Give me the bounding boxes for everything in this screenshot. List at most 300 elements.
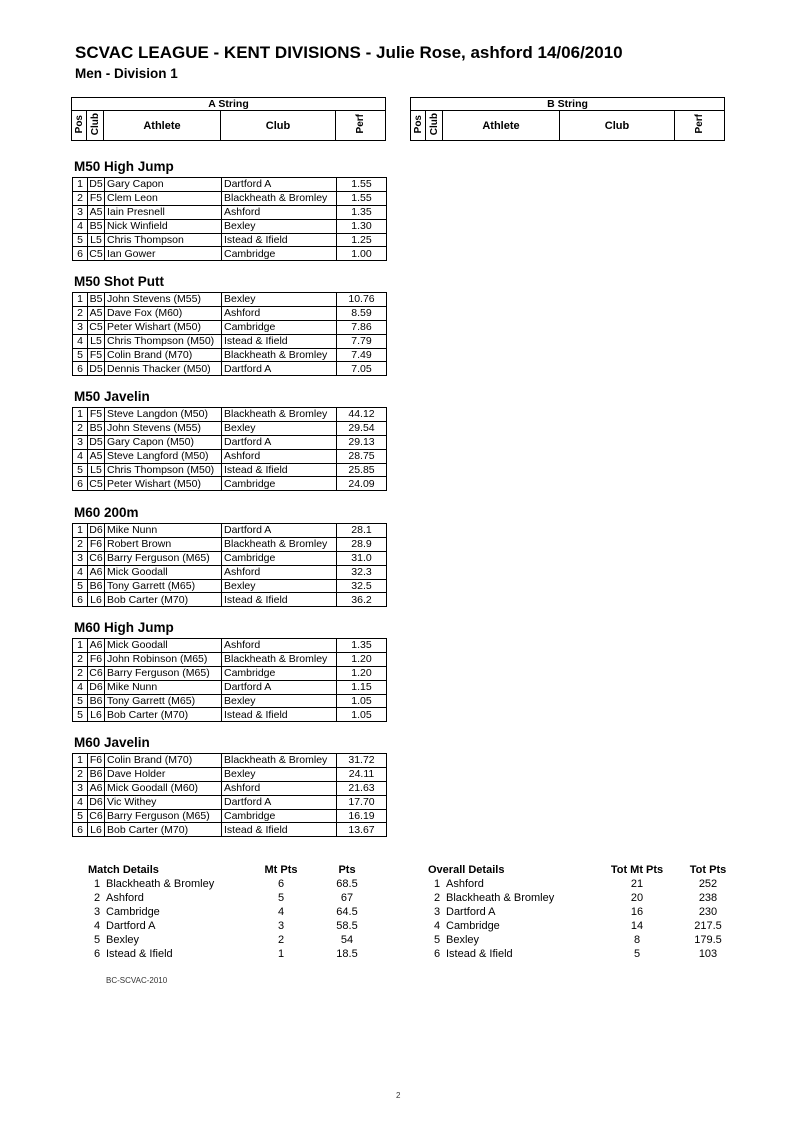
club-code-cell: D6 (89, 796, 103, 809)
table-row (73, 524, 387, 538)
table-row (73, 247, 387, 261)
rank-cell: 6 (93, 948, 101, 960)
rank-cell: 6 (433, 948, 441, 960)
event-results-table (72, 407, 387, 491)
club-code-cell: A6 (88, 639, 105, 653)
athlete-cell: Chris Thompson (105, 233, 222, 247)
table-row (428, 905, 738, 919)
athlete-cell: Chris Thompson (M50) (105, 334, 222, 348)
club-code-cell: F5 (88, 408, 105, 422)
table-row (73, 652, 387, 666)
match-points-cell: 2 (277, 934, 285, 946)
athlete-cell: Mike Nunn (105, 524, 222, 538)
club-cell: Ashford (222, 639, 337, 653)
club-cell: Cambridge (222, 551, 337, 565)
club-cell: Istead & Ifield (222, 708, 337, 722)
club-code-cell: C6 (89, 667, 103, 680)
points-cell: 103 (698, 948, 718, 960)
athlete-cell: Robert Brown (105, 537, 222, 551)
performance-cell: 7.79 (337, 334, 387, 348)
club-code-cell: F6 (88, 537, 105, 551)
club-code-cell: D6 (89, 681, 103, 694)
event-block (72, 619, 387, 722)
club-code-cell: D5 (89, 362, 103, 375)
match-details-table (88, 863, 388, 961)
athlete-cell: Barry Ferguson (M65) (105, 551, 222, 565)
event-block (72, 158, 387, 261)
athlete-cell: Peter Wishart (M50) (105, 477, 222, 491)
table-row (73, 408, 387, 422)
club-code-cell: B6 (88, 767, 105, 781)
position-cell: 6 (73, 593, 88, 607)
rank-cell: 3 (93, 906, 101, 918)
club-cell: Dartford A (222, 178, 337, 192)
athlete-cell: Mike Nunn (105, 680, 222, 694)
club-cell: Ashford (222, 306, 337, 320)
position-cell: 4 (73, 334, 88, 348)
match-points-cell: 5 (633, 948, 641, 960)
table-row (428, 891, 738, 905)
performance-cell: 25.85 (337, 463, 387, 477)
performance-cell: 24.11 (337, 767, 387, 781)
performance-cell: 1.25 (337, 233, 387, 247)
rank-cell: 1 (93, 878, 101, 890)
position-cell: 5 (73, 348, 88, 362)
club-cell: Cambridge (222, 666, 337, 680)
table-row (73, 754, 387, 768)
club-code-cell: C5 (89, 477, 103, 490)
match-points-cell: 21 (630, 878, 644, 890)
position-cell: 3 (73, 781, 88, 795)
match-points-cell: 20 (630, 892, 644, 904)
rank-cell: 1 (433, 878, 441, 890)
event-results-table (72, 523, 387, 607)
athlete-cell: Mick Goodall (M60) (105, 781, 222, 795)
table-row (73, 233, 387, 247)
club-code-cell: D5 (89, 436, 103, 449)
club-code-cell: F5 (88, 348, 105, 362)
position-cell: 4 (73, 449, 88, 463)
mt-pts-header: Mt Pts (264, 864, 298, 876)
table-row (73, 666, 387, 680)
position-cell: 2 (73, 421, 88, 435)
athlete-cell: Tony Garrett (M65) (105, 694, 222, 708)
match-points-cell: 6 (277, 878, 285, 890)
position-cell: 5 (73, 579, 88, 593)
position-cell: 6 (73, 362, 88, 376)
position-cell: 4 (73, 795, 88, 809)
page-subtitle: Men - Division 1 (75, 66, 178, 81)
performance-cell: 29.13 (337, 435, 387, 449)
b-string-label: B String (411, 98, 725, 111)
event-title: M50 Javelin (74, 389, 150, 404)
tot-pts-header: Tot Pts (689, 864, 727, 876)
team-cell: Cambridge (106, 906, 160, 918)
position-cell: 1 (73, 178, 88, 192)
performance-cell: 1.55 (337, 191, 387, 205)
club-cell: Dartford A (222, 362, 337, 376)
club-code-cell: B6 (88, 579, 105, 593)
overall-details-table (428, 863, 738, 961)
athlete-cell: Dave Holder (105, 767, 222, 781)
club-code-column-header: Club (428, 112, 440, 136)
athlete-cell: Chris Thompson (M50) (105, 463, 222, 477)
club-cell: Dartford A (222, 680, 337, 694)
club-cell: Istead & Ifield (222, 233, 337, 247)
table-row (73, 421, 387, 435)
table-row (73, 320, 387, 334)
athlete-cell: Vic Withey (105, 795, 222, 809)
table-row (73, 639, 387, 653)
performance-cell: 36.2 (337, 593, 387, 607)
club-code-cell: L5 (88, 463, 105, 477)
club-code-cell: C6 (89, 810, 103, 822)
table-row (73, 694, 387, 708)
club-cell: Ashford (222, 565, 337, 579)
rank-cell: 2 (93, 892, 101, 904)
table-row (73, 178, 387, 192)
table-row (73, 767, 387, 781)
rank-cell: 4 (433, 920, 441, 932)
athlete-cell: Tony Garrett (M65) (105, 579, 222, 593)
performance-cell: 1.35 (337, 205, 387, 219)
athlete-cell: Mick Goodall (105, 639, 222, 653)
club-cell: Bexley (222, 219, 337, 233)
club-cell: Dartford A (222, 795, 337, 809)
match-points-cell: 1 (277, 948, 285, 960)
performance-cell: 13.67 (337, 823, 387, 837)
table-row (73, 593, 387, 607)
match-points-cell: 16 (630, 906, 644, 918)
table-row (73, 435, 387, 449)
table-row (88, 877, 388, 891)
athlete-cell: John Stevens (M55) (105, 421, 222, 435)
athlete-cell: Clem Leon (105, 191, 222, 205)
position-cell: 6 (73, 823, 88, 837)
club-cell: Ashford (222, 205, 337, 219)
team-cell: Blackheath & Bromley (106, 878, 215, 890)
athlete-cell: Ian Gower (105, 247, 222, 261)
club-cell: Blackheath & Bromley (222, 348, 337, 362)
performance-cell: 31.72 (337, 754, 387, 768)
position-cell: 5 (73, 809, 88, 823)
perf-column-header: Perf (694, 114, 706, 134)
table-row (88, 905, 388, 919)
position-cell: 3 (73, 205, 88, 219)
table-row (73, 348, 387, 362)
club-cell: Cambridge (222, 809, 337, 823)
club-cell: Blackheath & Bromley (222, 537, 337, 551)
event-results-table (72, 292, 387, 376)
points-cell: 230 (698, 906, 718, 918)
athlete-cell: Steve Langford (M50) (105, 449, 222, 463)
table-row (73, 708, 387, 722)
table-row (88, 919, 388, 933)
club-cell: Cambridge (222, 247, 337, 261)
club-code-cell: B5 (88, 421, 105, 435)
table-row (73, 306, 387, 320)
tot-mt-pts-header: Tot Mt Pts (610, 864, 664, 876)
table-row (73, 823, 387, 837)
position-cell: 4 (73, 565, 88, 579)
athlete-cell: Nick Winfield (105, 219, 222, 233)
position-cell: 6 (73, 477, 88, 491)
team-cell: Bexley (106, 934, 140, 946)
team-cell: Dartford A (106, 920, 156, 932)
performance-cell: 17.70 (337, 795, 387, 809)
athlete-cell: Bob Carter (M70) (105, 593, 222, 607)
rank-cell: 4 (93, 920, 101, 932)
club-column-header: Club (560, 111, 675, 141)
match-points-cell: 4 (277, 906, 285, 918)
points-cell: 238 (698, 892, 718, 904)
event-block (72, 273, 387, 376)
position-cell: 4 (73, 219, 88, 233)
club-cell: Ashford (222, 781, 337, 795)
position-cell: 1 (73, 293, 88, 307)
athlete-cell: Colin Brand (M70) (105, 348, 222, 362)
position-cell: 2 (73, 767, 88, 781)
athlete-cell: Barry Ferguson (M65) (105, 666, 222, 680)
athlete-cell: Bob Carter (M70) (105, 823, 222, 837)
performance-cell: 1.15 (337, 680, 387, 694)
athlete-cell: Dave Fox (M60) (105, 306, 222, 320)
performance-cell: 8.59 (337, 306, 387, 320)
team-cell: Bexley (446, 934, 480, 946)
club-cell: Blackheath & Bromley (222, 754, 337, 768)
performance-cell: 24.09 (337, 477, 387, 491)
table-row (73, 219, 387, 233)
club-code-cell: C5 (89, 321, 103, 334)
club-cell: Cambridge (222, 320, 337, 334)
team-cell: Cambridge (446, 920, 500, 932)
rank-cell: 3 (433, 906, 441, 918)
table-row (73, 205, 387, 219)
club-code-cell: B5 (88, 219, 105, 233)
club-code-cell: L6 (88, 708, 105, 722)
club-code-cell: C6 (89, 552, 103, 565)
event-title: M50 High Jump (74, 159, 174, 174)
points-cell: 58.5 (336, 920, 358, 932)
performance-cell: 29.54 (337, 421, 387, 435)
club-cell: Dartford A (222, 524, 337, 538)
event-results-table (72, 753, 387, 837)
position-cell: 2 (73, 652, 88, 666)
club-code-cell: D5 (89, 178, 103, 191)
event-block (72, 734, 387, 837)
table-row (73, 293, 387, 307)
club-cell: Istead & Ifield (222, 823, 337, 837)
club-cell: Bexley (222, 767, 337, 781)
performance-cell: 1.20 (337, 666, 387, 680)
table-row (73, 362, 387, 376)
club-cell: Bexley (222, 421, 337, 435)
position-cell: 1 (73, 754, 88, 768)
pos-column-header: Pos (73, 114, 85, 134)
athlete-cell: John Robinson (M65) (105, 652, 222, 666)
club-code-cell: A6 (88, 565, 105, 579)
position-cell: 5 (73, 233, 88, 247)
club-cell: Blackheath & Bromley (222, 408, 337, 422)
event-results-table (72, 177, 387, 261)
athlete-cell: Gary Capon (105, 178, 222, 192)
event-title: M50 Shot Putt (74, 274, 164, 289)
position-cell: 1 (73, 639, 88, 653)
club-column-header: Club (221, 111, 336, 141)
performance-cell: 32.5 (337, 579, 387, 593)
table-row (73, 795, 387, 809)
club-code-cell: A5 (88, 306, 105, 320)
performance-cell: 44.12 (337, 408, 387, 422)
match-points-cell: 8 (633, 934, 641, 946)
table-row (73, 579, 387, 593)
a-string-header (71, 97, 386, 141)
perf-column-header: Perf (355, 114, 367, 134)
position-cell: 6 (73, 247, 88, 261)
event-title: M60 Javelin (74, 735, 150, 750)
club-cell: Blackheath & Bromley (222, 191, 337, 205)
table-row (73, 809, 387, 823)
club-code-cell: B5 (88, 293, 105, 307)
rank-cell: 2 (433, 892, 441, 904)
club-code-cell: A5 (88, 205, 105, 219)
club-code-cell: B6 (88, 694, 105, 708)
table-row (88, 891, 388, 905)
club-code-cell: F6 (88, 652, 105, 666)
performance-cell: 31.0 (337, 551, 387, 565)
club-cell: Dartford A (222, 435, 337, 449)
club-code-cell: L6 (88, 823, 105, 837)
overall-details-title: Overall Details (428, 864, 505, 876)
team-cell: Istead & Ifield (446, 948, 513, 960)
b-string-header (410, 97, 725, 141)
page-number: 2 (396, 1091, 401, 1100)
pts-header: Pts (338, 864, 356, 876)
performance-cell: 1.20 (337, 652, 387, 666)
performance-cell: 28.75 (337, 449, 387, 463)
team-cell: Ashford (106, 892, 144, 904)
position-cell: 3 (73, 320, 88, 334)
team-cell: Dartford A (446, 906, 496, 918)
athlete-column-header: Athlete (443, 111, 560, 141)
event-results-table (72, 638, 387, 722)
rank-cell: 5 (93, 934, 101, 946)
club-code-cell: A6 (88, 781, 105, 795)
table-row (73, 551, 387, 565)
performance-cell: 32.3 (337, 565, 387, 579)
athlete-cell: Barry Ferguson (M65) (105, 809, 222, 823)
table-row (88, 947, 388, 961)
performance-cell: 7.05 (337, 362, 387, 376)
club-code-cell: F6 (88, 754, 105, 768)
club-code-cell: D6 (89, 524, 103, 537)
table-row (428, 919, 738, 933)
table-row (428, 933, 738, 947)
points-cell: 252 (698, 878, 718, 890)
points-cell: 18.5 (336, 948, 358, 960)
table-row (428, 877, 738, 891)
athlete-cell: Steve Langdon (M50) (105, 408, 222, 422)
club-cell: Istead & Ifield (222, 334, 337, 348)
points-cell: 64.5 (336, 906, 358, 918)
performance-cell: 16.19 (337, 809, 387, 823)
club-cell: Ashford (222, 449, 337, 463)
performance-cell: 28.9 (337, 537, 387, 551)
table-row (428, 947, 738, 961)
match-points-cell: 3 (277, 920, 285, 932)
match-points-cell: 14 (630, 920, 644, 932)
event-block (72, 388, 387, 491)
table-row (73, 680, 387, 694)
position-cell: 2 (73, 666, 88, 680)
club-cell: Blackheath & Bromley (222, 652, 337, 666)
club-code-cell: C5 (89, 247, 103, 260)
club-cell: Cambridge (222, 477, 337, 491)
position-cell: 1 (73, 408, 88, 422)
position-cell: 2 (73, 306, 88, 320)
table-row (88, 933, 388, 947)
club-code-cell: F5 (88, 191, 105, 205)
position-cell: 1 (73, 524, 88, 538)
club-cell: Bexley (222, 293, 337, 307)
performance-cell: 1.05 (337, 694, 387, 708)
event-title: M60 200m (74, 505, 139, 520)
position-cell: 2 (73, 191, 88, 205)
points-cell: 54 (340, 934, 354, 946)
position-cell: 5 (73, 708, 88, 722)
performance-cell: 1.35 (337, 639, 387, 653)
points-cell: 217.5 (694, 920, 722, 932)
performance-cell: 1.05 (337, 708, 387, 722)
points-cell: 67 (340, 892, 354, 904)
points-cell: 68.5 (336, 878, 358, 890)
athlete-cell: Iain Presnell (105, 205, 222, 219)
athlete-cell: Colin Brand (M70) (105, 754, 222, 768)
event-block (72, 504, 387, 607)
table-row (73, 449, 387, 463)
table-row (73, 565, 387, 579)
team-cell: Ashford (446, 878, 484, 890)
performance-cell: 1.55 (337, 178, 387, 192)
athlete-column-header: Athlete (104, 111, 221, 141)
match-points-cell: 5 (277, 892, 285, 904)
athlete-cell: John Stevens (M55) (105, 293, 222, 307)
club-cell: Istead & Ifield (222, 463, 337, 477)
position-cell: 5 (73, 463, 88, 477)
rank-cell: 5 (433, 934, 441, 946)
club-cell: Istead & Ifield (222, 593, 337, 607)
club-code-cell: A5 (88, 449, 105, 463)
performance-cell: 28.1 (337, 524, 387, 538)
club-code-cell: L6 (88, 593, 105, 607)
position-cell: 4 (73, 680, 88, 694)
page-title: SCVAC LEAGUE - KENT DIVISIONS - Julie Rose, ashford 14/06/2010 (75, 43, 623, 62)
club-cell: Bexley (222, 579, 337, 593)
athlete-cell: Mick Goodall (105, 565, 222, 579)
table-row (73, 334, 387, 348)
event-title: M60 High Jump (74, 620, 174, 635)
athlete-cell: Gary Capon (M50) (105, 435, 222, 449)
club-code-cell: L5 (88, 334, 105, 348)
table-row (73, 781, 387, 795)
performance-cell: 1.00 (337, 247, 387, 261)
table-row (73, 477, 387, 491)
team-cell: Blackheath & Bromley (446, 892, 555, 904)
table-row (73, 463, 387, 477)
table-row (73, 537, 387, 551)
position-cell: 3 (73, 435, 88, 449)
athlete-cell: Dennis Thacker (M50) (105, 362, 222, 376)
